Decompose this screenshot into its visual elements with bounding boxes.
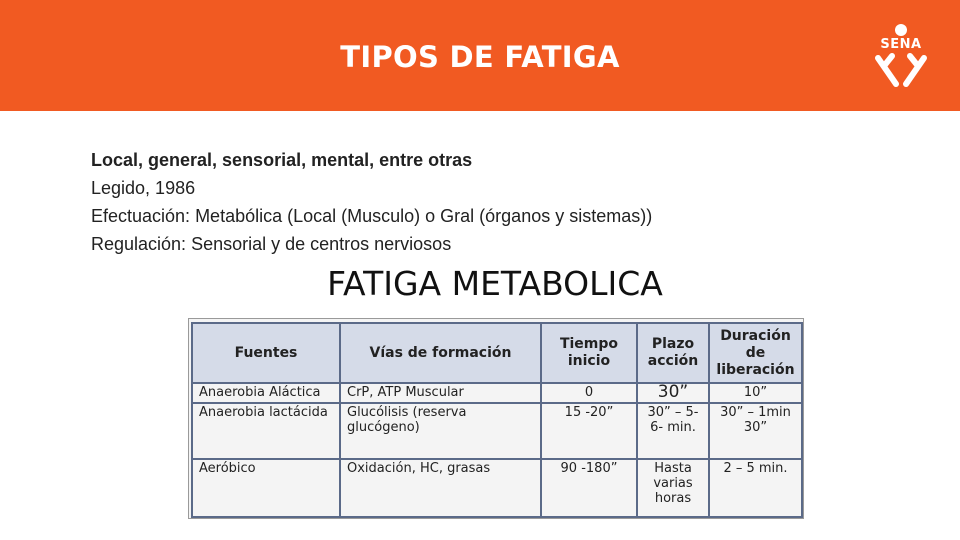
text-line: Local, general, sensorial, mental, entre otras (91, 150, 473, 170)
column-header: Plazo acción (637, 323, 709, 383)
text-line: Legido, 1986 (91, 178, 196, 198)
sena-logo (866, 22, 936, 90)
table-cell: Glucólisis (reserva glucógeno) (340, 403, 541, 459)
table-cell: Anaerobia Aláctica (192, 383, 340, 403)
table-cell: Hasta varias horas (637, 459, 709, 517)
table-cell: 2 – 5 min. (709, 459, 802, 517)
header-bar (0, 0, 960, 111)
table-row (192, 383, 802, 403)
column-header: Tiempo inicio (541, 323, 637, 383)
fatigue-table-image (188, 318, 804, 519)
fatigue-table (191, 322, 803, 518)
table-cell: 30” – 5-6- min. (637, 403, 709, 459)
column-header: Vías de formación (340, 323, 541, 383)
text-line: Efectuación: Metabólica (Local (Musculo) o Gral (órganos y sistemas)) (91, 206, 653, 226)
table-row (192, 459, 802, 517)
table-cell: 15 -20” (541, 403, 637, 459)
column-header: Duración de liberación (709, 323, 802, 383)
table-cell: 30” – 1min 30” (709, 403, 802, 459)
table-cell: Anaerobia lactácida (192, 403, 340, 459)
table-cell: Oxidación, HC, grasas (340, 459, 541, 517)
table-row (192, 403, 802, 459)
table-cell: CrP, ATP Muscular (340, 383, 541, 403)
slide-title: TIPOS DE FATIGA (340, 40, 620, 74)
text-line: Regulación: Sensorial y de centros nerviosos (91, 234, 452, 254)
column-header: Fuentes (192, 323, 340, 383)
table-cell: 90 -180” (541, 459, 637, 517)
table-cell: 30” (637, 383, 709, 403)
table-cell: 10” (709, 383, 802, 403)
table-cell: Aeróbico (192, 459, 340, 517)
table-header-row (192, 323, 802, 383)
table-cell: 0 (541, 383, 637, 403)
logo-text: SENA (866, 38, 936, 51)
body-text (91, 146, 652, 258)
sena-logo-icon (866, 22, 936, 90)
section-title: FATIGA METABOLICA (327, 264, 663, 303)
